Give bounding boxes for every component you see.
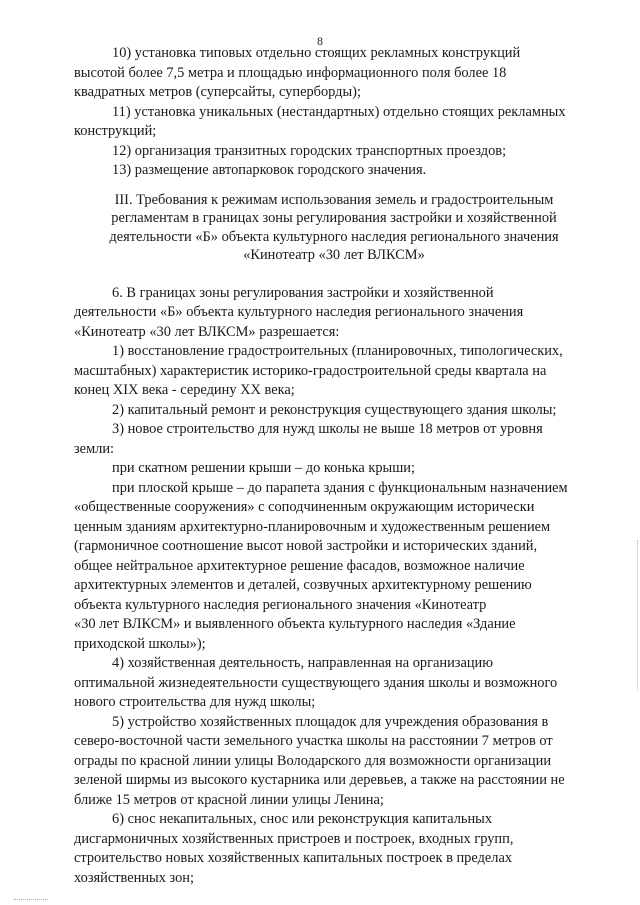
paragraph-item-11: 11) установка уникальных (нестандартных) отдельно стоящих рекламных конструкций; — [74, 103, 566, 139]
paragraph-point-6: 6. В границах зоны регулирования застройки и хозяйственной деятельности «Б» объекта культурного наследия регионального значения «Кинотеатр «30 лет ВЛКСМ» разрешается: — [74, 284, 524, 340]
paragraph-subitem-3: 3) новое строительство для нужд школы не выше 18 метров от уровня земли: — [74, 421, 543, 457]
paragraph-flat-roof: при плоской крыше – до парапета здания с функциональным назначением «общественные сооружения» с соподчиненным окружающим исторически ценным зданиям архитектурно-планировочным и художественным решением (гармоничное соотношение высот новой застройки и исторических зданий, общее нейтральное архитектурное решение фасадов, возможное наличие архитектурных элементов и деталей, созвучных архитектурному решению объекта культурного наследия регионального значения «Кинотеатр «30 лет ВЛКСМ» и выявленного объекта культурного наследия «Здание приходской школы»); — [74, 479, 568, 652]
paragraph-item-10: 10) установка типовых отдельно стоящих рекламных конструкций высотой более 7,5 метра и площадью информационного поля более 18 квадратных метров (суперсайты, суперборды); — [74, 45, 521, 100]
paragraph-item-13: 13) размещение автопарковок городского значения. — [112, 162, 427, 178]
section-heading: III. Требования к режимам использования земель и градостроительным регламентам в границах зоны регулирования застройки и хозяйственной деятельности «Б» объекта культурного наследия регионального значения «Кинотеатр «30 лет ВЛКСМ» — [109, 191, 559, 263]
paragraph-pitched-roof: при скатном решении крыши – до конька крыши; — [112, 460, 415, 476]
paragraph-subitem-1: 1) восстановление градостроительных (планировочных, типологических, масштабных) характеристик историко-градостроительной среды квартала на конец XIX века - середину XX века; — [74, 343, 563, 398]
paragraph-item-12: 12) организация транзитных городских транспортных проездов; — [112, 142, 507, 159]
scan-edge-mark — [636, 540, 638, 690]
paragraph-subitem-5: 5) устройство хозяйственных площадок для учреждения образования в северо-восточной части земельного участка школы на расстоянии 7 метров от ограды по красной линии улицы Володарского для возможности организации зеленой ширмы из высокого кустарника или деревьев, а также на расстоянии не ближе 15 метров от красной линии улицы Ленина; — [74, 713, 565, 808]
scan-bottom-mark — [14, 899, 48, 901]
paragraph-subitem-6: 6) снос некапитальных, снос или реконструкция капитальных дисгармоничных хозяйственных пристроев и построек, входных групп, строительство новых хозяйственных капитальных построек в пределах хозяйственных зон; — [74, 811, 514, 886]
paragraph-subitem-2: 2) капитальный ремонт и реконструкция существующего здания школы; — [112, 401, 557, 418]
document-body — [74, 44, 594, 888]
paragraph-subitem-4: 4) хозяйственная деятельность, направленная на организацию оптимальной жизнедеятельности существующего здания школы и возможного нового строительства для нужд школы; — [74, 655, 558, 710]
page-number: 8 — [317, 34, 323, 48]
